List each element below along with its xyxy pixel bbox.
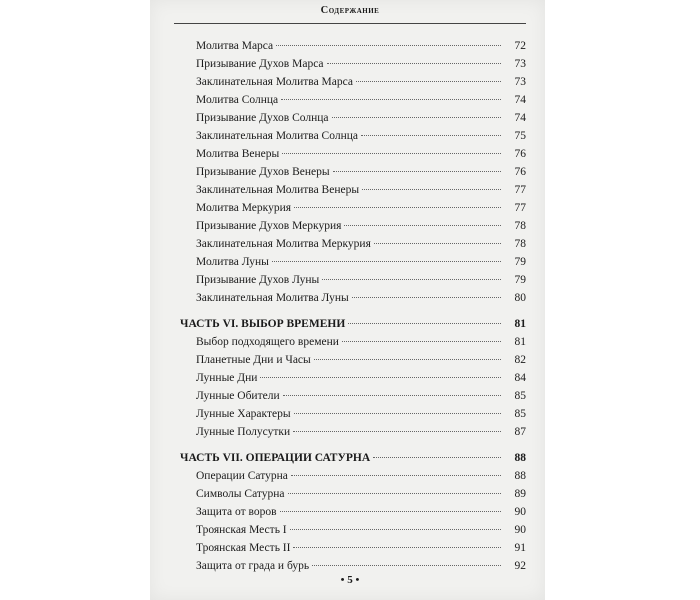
dot-leader bbox=[260, 377, 501, 378]
toc-entry-title: Планетные Дни и Часы bbox=[196, 354, 311, 366]
toc-entry bbox=[174, 130, 526, 148]
toc-entry-title: Молитва Луны bbox=[196, 256, 269, 268]
toc-entry-title: Призывание Духов Луны bbox=[196, 274, 320, 286]
toc-entry bbox=[174, 256, 526, 274]
toc-entry bbox=[174, 292, 526, 310]
toc-entry-title: Выбор подходящего времени bbox=[196, 336, 339, 348]
toc-entry bbox=[174, 220, 526, 238]
toc-entry-title: Лунные Характеры bbox=[196, 408, 291, 420]
toc-entry bbox=[174, 166, 526, 184]
toc-entry-page: 79 bbox=[514, 274, 526, 286]
toc-entry-page: 85 bbox=[514, 390, 526, 402]
dot-leader bbox=[293, 547, 501, 548]
dot-leader bbox=[282, 153, 501, 154]
toc-entry bbox=[174, 202, 526, 220]
toc-entry bbox=[174, 506, 526, 524]
toc-entry bbox=[174, 112, 526, 130]
toc-entry-page: 74 bbox=[514, 94, 526, 106]
dot-leader bbox=[288, 493, 501, 494]
toc-entry-page: 90 bbox=[514, 524, 526, 536]
toc-entry-page: 78 bbox=[514, 220, 526, 232]
page-number: • 5 • bbox=[340, 574, 360, 586]
toc-entry bbox=[174, 58, 526, 76]
toc-entry-title: Троянская Месть II bbox=[196, 542, 291, 554]
dot-leader bbox=[293, 431, 501, 432]
toc-entry-title: Защита от града и бурь bbox=[196, 560, 310, 572]
dot-leader bbox=[342, 341, 501, 342]
toc-entry-title: ЧАСТЬ VI. ВЫБОР ВРЕМЕНИ bbox=[180, 318, 346, 330]
toc-entry-page: 90 bbox=[514, 506, 526, 518]
dot-leader bbox=[332, 117, 501, 118]
toc-entry-title: Молитва Меркурия bbox=[196, 202, 292, 214]
dot-leader bbox=[312, 565, 501, 566]
toc-entry-page: 74 bbox=[514, 112, 526, 124]
toc-entry bbox=[174, 184, 526, 202]
toc-entry-title: Призывание Духов Венеры bbox=[196, 166, 330, 178]
toc-entry-title: Операции Сатурна bbox=[196, 470, 288, 482]
table-of-contents bbox=[174, 40, 526, 578]
dot-leader bbox=[276, 45, 501, 46]
toc-entry-title: Защита от воров bbox=[196, 506, 277, 518]
toc-entry-title: Призывание Духов Марса bbox=[196, 58, 324, 70]
dot-leader bbox=[290, 529, 501, 530]
toc-entry-title: Молитва Венеры bbox=[196, 148, 280, 160]
toc-entry bbox=[174, 542, 526, 560]
dot-leader bbox=[333, 171, 501, 172]
dot-leader bbox=[361, 135, 501, 136]
toc-entry-page: 89 bbox=[514, 488, 526, 500]
header-rule bbox=[174, 23, 526, 24]
toc-entry-page: 73 bbox=[514, 76, 526, 88]
dot-leader bbox=[373, 457, 501, 458]
toc-entry-page: 82 bbox=[514, 354, 526, 366]
toc-entry bbox=[174, 94, 526, 112]
dot-leader bbox=[344, 225, 501, 226]
toc-entry bbox=[174, 470, 526, 488]
toc-entry-title: Заклинательная Молитва Луны bbox=[196, 292, 349, 304]
dot-leader bbox=[291, 475, 501, 476]
toc-entry-page: 75 bbox=[514, 130, 526, 142]
toc-entry-page: 92 bbox=[514, 560, 526, 572]
toc-entry-page: 78 bbox=[514, 238, 526, 250]
toc-entry bbox=[174, 390, 526, 408]
toc-entry bbox=[174, 336, 526, 354]
toc-entry-page: 73 bbox=[514, 58, 526, 70]
toc-entry-title: Символы Сатурна bbox=[196, 488, 285, 500]
toc-entry-page: 72 bbox=[514, 40, 526, 52]
toc-entry-page: 77 bbox=[514, 202, 526, 214]
toc-entry bbox=[174, 372, 526, 390]
toc-entry-title: Молитва Солнца bbox=[196, 94, 279, 106]
dot-leader bbox=[294, 413, 501, 414]
toc-entry bbox=[174, 76, 526, 94]
toc-entry-title: Заклинательная Молитва Венеры bbox=[196, 184, 360, 196]
dot-leader bbox=[348, 323, 501, 324]
toc-entry-title: Лунные Полусутки bbox=[196, 426, 291, 438]
toc-entry bbox=[174, 148, 526, 166]
dot-leader bbox=[322, 279, 501, 280]
toc-part-heading bbox=[174, 318, 526, 336]
toc-entry bbox=[174, 40, 526, 58]
dot-leader bbox=[283, 395, 501, 396]
toc-entry-title: Призывание Духов Солнца bbox=[196, 112, 329, 124]
toc-entry-page: 81 bbox=[514, 318, 526, 330]
toc-entry-page: 88 bbox=[514, 452, 526, 464]
dot-leader bbox=[281, 99, 501, 100]
toc-entry-page: 85 bbox=[514, 408, 526, 420]
toc-entry-page: 76 bbox=[514, 148, 526, 160]
toc-entry bbox=[174, 354, 526, 372]
toc-entry bbox=[174, 488, 526, 506]
toc-entry-title: Заклинательная Молитва Солнца bbox=[196, 130, 358, 142]
toc-part-heading bbox=[174, 452, 526, 470]
toc-entry-title: Заклинательная Молитва Меркурия bbox=[196, 238, 371, 250]
toc-entry-page: 79 bbox=[514, 256, 526, 268]
toc-entry-title: ЧАСТЬ VII. ОПЕРАЦИИ САТУРНА bbox=[180, 452, 371, 464]
toc-entry-page: 87 bbox=[514, 426, 526, 438]
toc-entry-title: Лунные Обители bbox=[196, 390, 280, 402]
dot-leader bbox=[352, 297, 501, 298]
toc-entry bbox=[174, 238, 526, 256]
toc-entry-page: 84 bbox=[514, 372, 526, 384]
toc-entry bbox=[174, 524, 526, 542]
toc-entry bbox=[174, 426, 526, 444]
toc-entry-title: Лунные Дни bbox=[196, 372, 258, 384]
dot-leader bbox=[356, 81, 501, 82]
toc-entry bbox=[174, 274, 526, 292]
toc-entry-page: 88 bbox=[514, 470, 526, 482]
toc-entry-page: 81 bbox=[514, 336, 526, 348]
toc-entry-title: Молитва Марса bbox=[196, 40, 274, 52]
toc-entry-title: Троянская Месть I bbox=[196, 524, 287, 536]
dot-leader bbox=[294, 207, 501, 208]
dot-leader bbox=[362, 189, 501, 190]
toc-entry-title: Заклинательная Молитва Марса bbox=[196, 76, 353, 88]
page-header: Содержание bbox=[320, 5, 380, 16]
toc-entry-page: 80 bbox=[514, 292, 526, 304]
toc-entry-page: 91 bbox=[514, 542, 526, 554]
dot-leader bbox=[374, 243, 501, 244]
toc-entry bbox=[174, 408, 526, 426]
toc-entry-page: 77 bbox=[514, 184, 526, 196]
toc-entry-page: 76 bbox=[514, 166, 526, 178]
dot-leader bbox=[272, 261, 501, 262]
dot-leader bbox=[280, 511, 501, 512]
dot-leader bbox=[314, 359, 501, 360]
toc-entry-title: Призывание Духов Меркурия bbox=[196, 220, 342, 232]
dot-leader bbox=[327, 63, 501, 64]
